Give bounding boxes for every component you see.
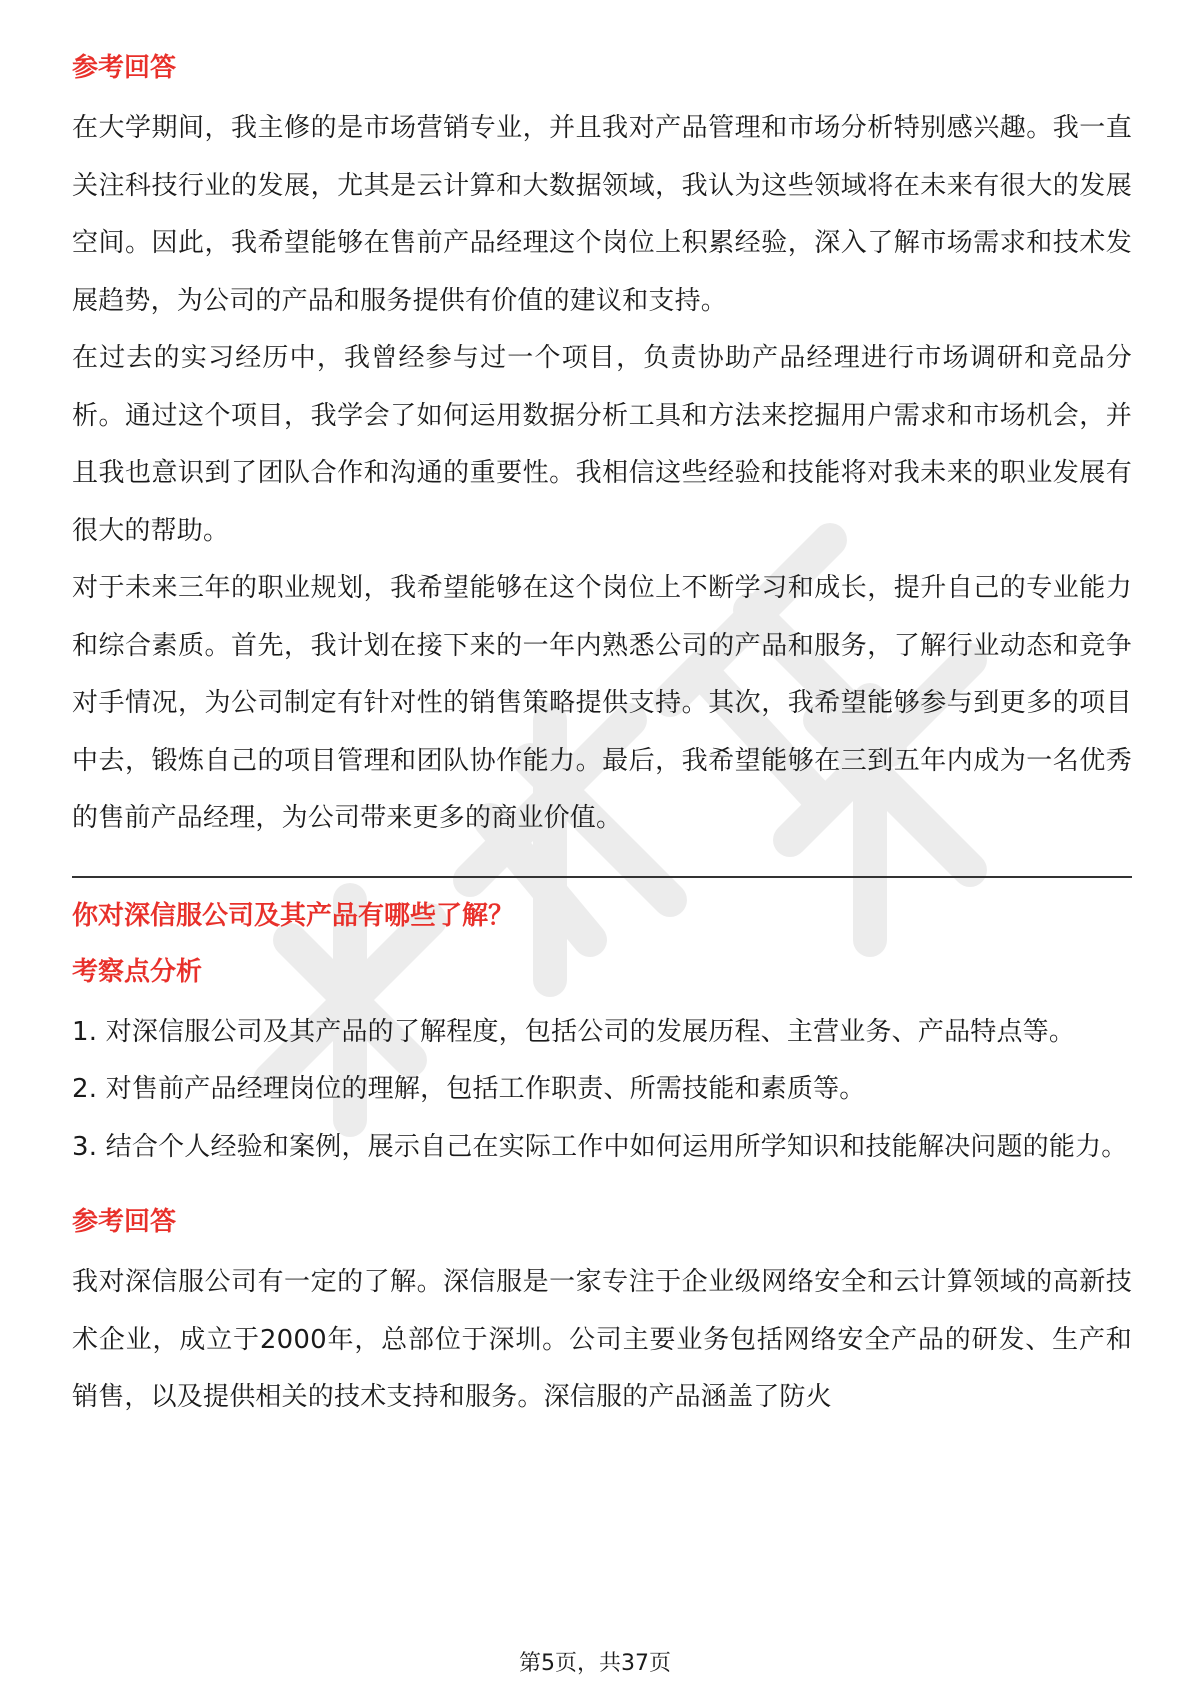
reference-answer-heading: 参考回答: [72, 1207, 177, 1237]
reference-answer-heading: 参考回答: [72, 53, 177, 83]
answer-paragraph: 我对深信服公司有一定的了解。深信服是一家专注于企业级网络安全和云计算领域的高新技术企业，成立于2000年，总部位于深圳。公司主要业务包括网络安全产品的研发、生产和销售，以及提供相关的技术支持和服务。深信服的产品涵盖了防火: [72, 1267, 1132, 1412]
analysis-heading: 考察点分析: [72, 956, 203, 987]
answer-paragraph: 在大学期间，我主修的是市场营销专业，并且我对产品管理和市场分析特别感兴趣。我一直关注科技行业的发展，尤其是云计算和大数据领域，我认为这些领域将在未来有很大的发展空间。因此，我希望能够在售前产品经理这个岗位上积累经验，深入了解市场需求和技术发展趋势，为公司的产品和服务提供有价值的建议和支持。: [72, 113, 1132, 316]
question-heading: 你对深信服公司及其产品有哪些了解？: [72, 900, 515, 931]
answer-paragraph: 对于未来三年的职业规划，我希望能够在这个岗位上不断学习和成长，提升自己的专业能力和综合素质。首先，我计划在接下来的一年内熟悉公司的产品和服务，了解行业动态和竞争对手情况，为公司制定有针对性的销售策略提供支持。其次，我希望能够参与到更多的项目中去，锻炼自己的项目管理和团队协作能力。最后，我希望能够在三到五年内成为一名优秀的售前产品经理，为公司带来更多的商业价值。: [72, 573, 1132, 833]
page-number: 第5页，共37页: [519, 1651, 671, 1676]
analysis-point: 1. 对深信服公司及其产品的了解程度，包括公司的发展历程、主营业务、产品特点等。: [72, 1016, 1076, 1047]
analysis-point: 2. 对售前产品经理岗位的理解，包括工作职责、所需技能和素质等。: [72, 1074, 866, 1104]
section-divider: [72, 876, 1132, 878]
page-content: [72, 44, 1132, 1427]
analysis-point: 3. 结合个人经验和案例，展示自己在实际工作中如何运用所学知识和技能解决问题的能力。: [72, 1131, 1128, 1162]
answer-paragraph: 在过去的实习经历中，我曾经参与过一个项目，负责协助产品经理进行市场调研和竞品分析。通过这个项目，我学会了如何运用数据分析工具和方法来挖掘用户需求和市场机会，并且我也意识到了团队合作和沟通的重要性。我相信这些经验和技能将对我未来的职业发展有很大的帮助。: [72, 343, 1132, 546]
